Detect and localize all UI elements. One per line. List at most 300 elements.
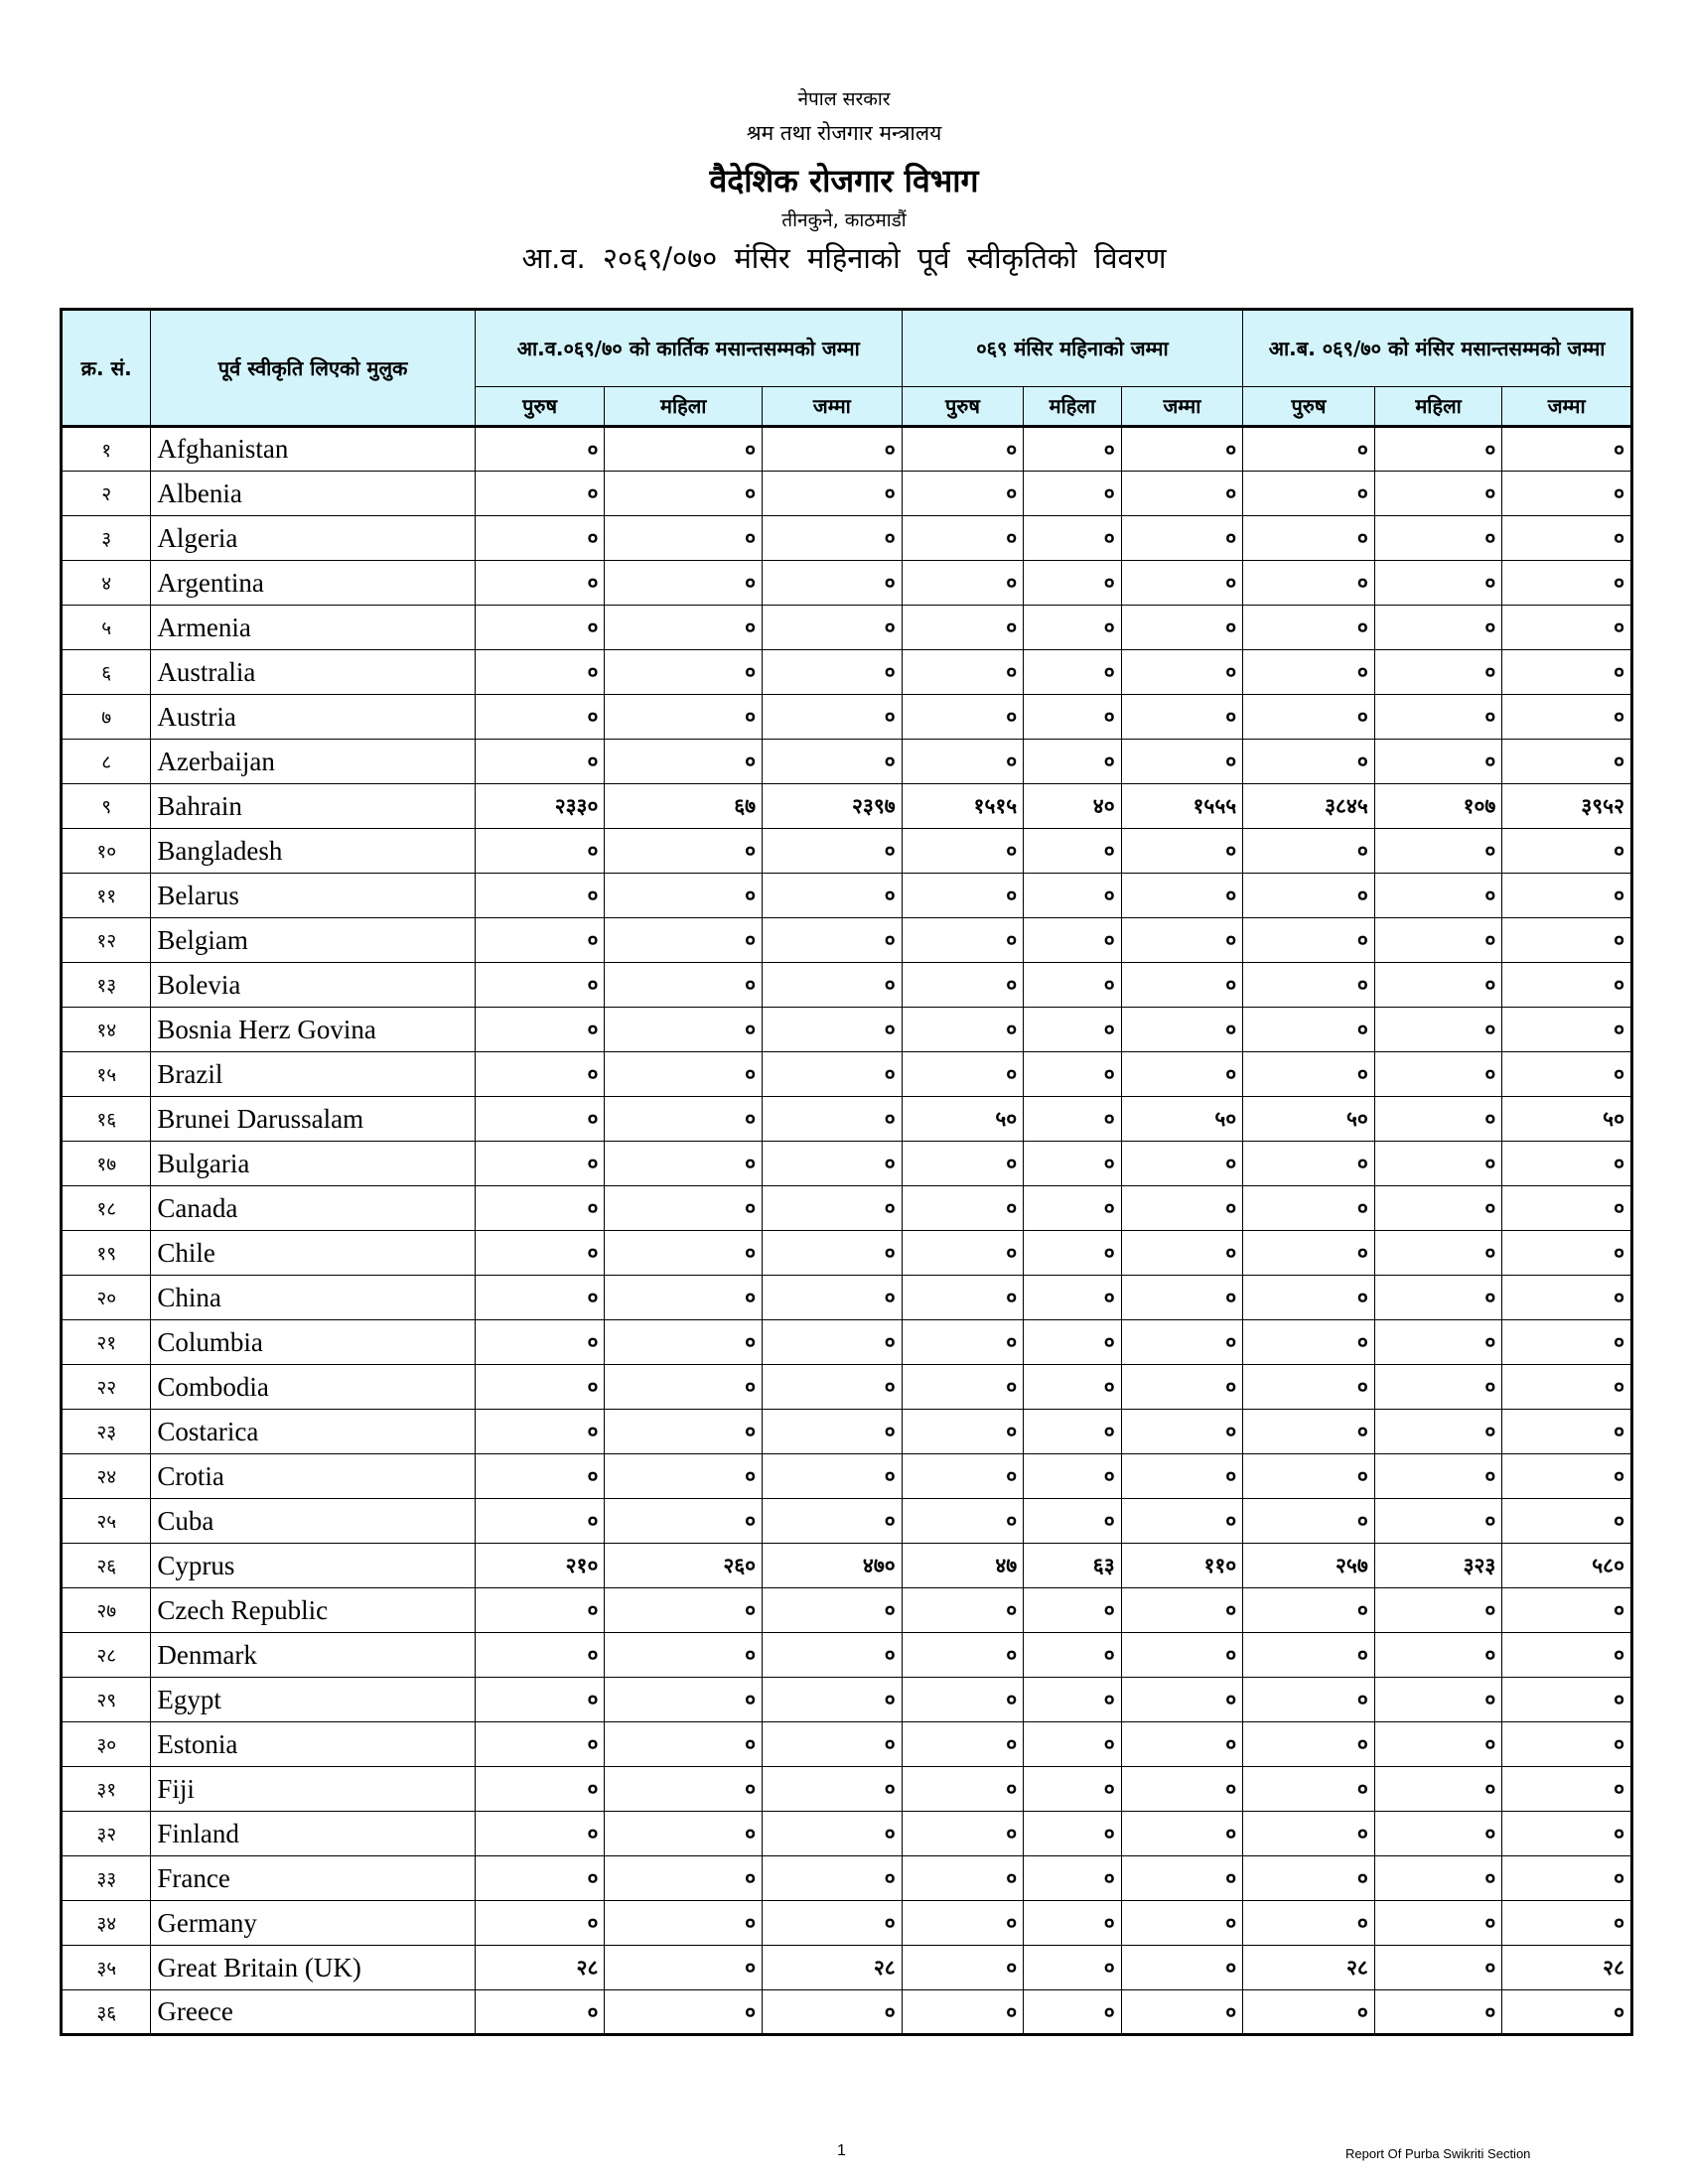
value-cell: ० bbox=[763, 1812, 903, 1856]
value-cell: ० bbox=[1024, 963, 1121, 1008]
value-cell: ० bbox=[763, 606, 903, 650]
serial-cell: ३ bbox=[62, 516, 151, 561]
value-cell: ० bbox=[763, 918, 903, 963]
value-cell: ० bbox=[1024, 650, 1121, 695]
table-row bbox=[62, 1499, 1632, 1544]
value-cell: ० bbox=[1243, 1410, 1375, 1454]
value-cell: ० bbox=[605, 1052, 763, 1097]
value-cell: ० bbox=[475, 1142, 605, 1186]
value-cell: ३८४५ bbox=[1243, 784, 1375, 829]
serial-cell: २ bbox=[62, 472, 151, 516]
value-cell: ० bbox=[1024, 1812, 1121, 1856]
value-cell: ० bbox=[605, 1856, 763, 1901]
value-cell: ० bbox=[1024, 561, 1121, 606]
serial-cell: ३२ bbox=[62, 1812, 151, 1856]
value-cell: ० bbox=[1243, 1856, 1375, 1901]
subheader-male: पुरुष bbox=[475, 387, 605, 427]
value-cell: ० bbox=[1121, 561, 1243, 606]
value-cell: ० bbox=[902, 1008, 1024, 1052]
value-cell: ३९५२ bbox=[1502, 784, 1632, 829]
table-row bbox=[62, 695, 1632, 740]
serial-cell: २५ bbox=[62, 1499, 151, 1544]
value-cell: ० bbox=[1374, 1142, 1502, 1186]
table-row bbox=[62, 1365, 1632, 1410]
value-cell: ५० bbox=[902, 1097, 1024, 1142]
value-cell: ० bbox=[1502, 606, 1632, 650]
country-cell: Crotia bbox=[151, 1454, 475, 1499]
country-cell: Combodia bbox=[151, 1365, 475, 1410]
value-cell: ० bbox=[1121, 1365, 1243, 1410]
value-cell: ० bbox=[475, 1454, 605, 1499]
value-cell: ० bbox=[605, 963, 763, 1008]
table-row bbox=[62, 1856, 1632, 1901]
table-row bbox=[62, 1946, 1632, 1990]
value-cell: ० bbox=[1374, 561, 1502, 606]
country-cell: Finland bbox=[151, 1812, 475, 1856]
value-cell: ० bbox=[902, 650, 1024, 695]
serial-cell: ५ bbox=[62, 606, 151, 650]
value-cell: ० bbox=[902, 740, 1024, 784]
value-cell: ० bbox=[475, 918, 605, 963]
value-cell: ० bbox=[902, 1812, 1024, 1856]
serial-cell: ११ bbox=[62, 874, 151, 918]
country-cell: Fiji bbox=[151, 1767, 475, 1812]
serial-header: क्र. सं. bbox=[62, 310, 151, 427]
value-cell: ० bbox=[1243, 650, 1375, 695]
serial-cell: ३५ bbox=[62, 1946, 151, 1990]
value-cell: ० bbox=[1243, 472, 1375, 516]
value-cell: ० bbox=[1024, 1946, 1121, 1990]
value-cell: ० bbox=[902, 1276, 1024, 1320]
serial-cell: १० bbox=[62, 829, 151, 874]
subheader-total: जम्मा bbox=[1121, 387, 1243, 427]
value-cell: ० bbox=[1121, 1678, 1243, 1722]
table-row bbox=[62, 1722, 1632, 1767]
value-cell: ० bbox=[1024, 1231, 1121, 1276]
serial-cell: ३३ bbox=[62, 1856, 151, 1901]
value-cell: ० bbox=[902, 1052, 1024, 1097]
country-cell: Cyprus bbox=[151, 1544, 475, 1588]
value-cell: ० bbox=[1374, 1990, 1502, 2035]
country-cell: Armenia bbox=[151, 606, 475, 650]
serial-cell: २१ bbox=[62, 1320, 151, 1365]
country-cell: Bosnia Herz Govina bbox=[151, 1008, 475, 1052]
table-row bbox=[62, 1142, 1632, 1186]
group-header-kartik: आ.व.०६९/७० को कार्तिक मसान्तसम्मको जम्मा bbox=[475, 310, 902, 387]
value-cell: ० bbox=[605, 874, 763, 918]
table-row bbox=[62, 874, 1632, 918]
value-cell: ० bbox=[902, 1856, 1024, 1901]
serial-cell: २४ bbox=[62, 1454, 151, 1499]
value-cell: ० bbox=[605, 1812, 763, 1856]
table-row bbox=[62, 516, 1632, 561]
value-cell: ० bbox=[1374, 650, 1502, 695]
value-cell: ० bbox=[763, 1008, 903, 1052]
country-cell: Cuba bbox=[151, 1499, 475, 1544]
value-cell: ० bbox=[605, 918, 763, 963]
value-cell: ० bbox=[902, 561, 1024, 606]
value-cell: ० bbox=[475, 1276, 605, 1320]
value-cell: ० bbox=[1121, 874, 1243, 918]
country-cell: Canada bbox=[151, 1186, 475, 1231]
value-cell: ० bbox=[1502, 472, 1632, 516]
value-cell: ० bbox=[902, 472, 1024, 516]
country-cell: Columbia bbox=[151, 1320, 475, 1365]
value-cell: ० bbox=[763, 1052, 903, 1097]
value-cell: ० bbox=[1374, 963, 1502, 1008]
value-cell: ० bbox=[605, 1410, 763, 1454]
value-cell: ० bbox=[1502, 1812, 1632, 1856]
value-cell: ० bbox=[1502, 1142, 1632, 1186]
value-cell: ० bbox=[1374, 427, 1502, 472]
value-cell: ० bbox=[1024, 1276, 1121, 1320]
serial-cell: ६ bbox=[62, 650, 151, 695]
value-cell: ० bbox=[475, 1856, 605, 1901]
serial-cell: ३४ bbox=[62, 1901, 151, 1946]
value-cell: ० bbox=[1121, 695, 1243, 740]
country-cell: Greece bbox=[151, 1990, 475, 2035]
serial-cell: १६ bbox=[62, 1097, 151, 1142]
value-cell: २८ bbox=[1502, 1946, 1632, 1990]
value-cell: ० bbox=[1502, 829, 1632, 874]
value-cell: ० bbox=[1121, 1499, 1243, 1544]
value-cell: ० bbox=[1024, 874, 1121, 918]
value-cell: ० bbox=[1374, 1410, 1502, 1454]
value-cell: ० bbox=[1502, 1410, 1632, 1454]
value-cell: ० bbox=[1121, 650, 1243, 695]
value-cell: ० bbox=[475, 1499, 605, 1544]
table-row bbox=[62, 1097, 1632, 1142]
value-cell: ० bbox=[1024, 695, 1121, 740]
value-cell: ० bbox=[763, 829, 903, 874]
value-cell: ० bbox=[1374, 1231, 1502, 1276]
value-cell: ० bbox=[1243, 963, 1375, 1008]
value-cell: ० bbox=[1243, 1812, 1375, 1856]
value-cell: ० bbox=[1374, 1901, 1502, 1946]
country-cell: Bolevia bbox=[151, 963, 475, 1008]
value-cell: ० bbox=[475, 1990, 605, 2035]
value-cell: ० bbox=[1024, 1767, 1121, 1812]
value-cell: ० bbox=[605, 1633, 763, 1678]
value-cell: ५८० bbox=[1502, 1544, 1632, 1588]
table-row bbox=[62, 1320, 1632, 1365]
serial-cell: ८ bbox=[62, 740, 151, 784]
value-cell: ० bbox=[763, 1499, 903, 1544]
value-cell: ० bbox=[1502, 1633, 1632, 1678]
serial-cell: २० bbox=[62, 1276, 151, 1320]
value-cell: ० bbox=[902, 695, 1024, 740]
table-row bbox=[62, 1544, 1632, 1588]
value-cell: ० bbox=[1502, 1856, 1632, 1901]
value-cell: ० bbox=[1024, 427, 1121, 472]
value-cell: ० bbox=[605, 1186, 763, 1231]
table-row bbox=[62, 1410, 1632, 1454]
value-cell: ० bbox=[1243, 516, 1375, 561]
value-cell: ० bbox=[1502, 1320, 1632, 1365]
country-cell: Egypt bbox=[151, 1678, 475, 1722]
serial-cell: १७ bbox=[62, 1142, 151, 1186]
value-cell: ० bbox=[763, 1276, 903, 1320]
subheader-male: पुरुष bbox=[902, 387, 1024, 427]
country-cell: Germany bbox=[151, 1901, 475, 1946]
value-cell: ० bbox=[1243, 1901, 1375, 1946]
value-cell: ० bbox=[1374, 1946, 1502, 1990]
country-cell: Costarica bbox=[151, 1410, 475, 1454]
value-cell: ० bbox=[1374, 1320, 1502, 1365]
value-cell: ० bbox=[763, 1722, 903, 1767]
value-cell: ० bbox=[605, 650, 763, 695]
value-cell: ० bbox=[902, 1588, 1024, 1633]
value-cell: ० bbox=[1121, 1410, 1243, 1454]
value-cell: ० bbox=[1243, 1142, 1375, 1186]
value-cell: ० bbox=[1121, 1276, 1243, 1320]
serial-cell: १९ bbox=[62, 1231, 151, 1276]
value-cell: ० bbox=[1024, 1186, 1121, 1231]
header-department: वैदेशिक रोजगार विभाग bbox=[709, 162, 979, 200]
serial-cell: १८ bbox=[62, 1186, 151, 1231]
value-cell: ० bbox=[902, 1365, 1024, 1410]
value-cell: ५० bbox=[1121, 1097, 1243, 1142]
value-cell: ० bbox=[1502, 1276, 1632, 1320]
value-cell: ० bbox=[605, 1320, 763, 1365]
value-cell: ० bbox=[1243, 427, 1375, 472]
value-cell: ० bbox=[475, 427, 605, 472]
value-cell: ० bbox=[475, 1410, 605, 1454]
country-cell: Argentina bbox=[151, 561, 475, 606]
value-cell: ० bbox=[1024, 1410, 1121, 1454]
header-address: तीनकुने, काठमाडौं bbox=[781, 209, 907, 231]
value-cell: ० bbox=[1121, 918, 1243, 963]
value-cell: ० bbox=[1502, 874, 1632, 918]
serial-cell: २३ bbox=[62, 1410, 151, 1454]
value-cell: ० bbox=[1502, 1365, 1632, 1410]
value-cell: ० bbox=[475, 1722, 605, 1767]
value-cell: ० bbox=[902, 1767, 1024, 1812]
table-body bbox=[62, 427, 1632, 2035]
value-cell: ० bbox=[902, 606, 1024, 650]
value-cell: ० bbox=[605, 1901, 763, 1946]
value-cell: ० bbox=[475, 1901, 605, 1946]
value-cell: ० bbox=[763, 1901, 903, 1946]
value-cell: ० bbox=[1024, 1008, 1121, 1052]
value-cell: ० bbox=[763, 1231, 903, 1276]
value-cell: ० bbox=[1121, 1008, 1243, 1052]
subheader-male: पुरुष bbox=[1243, 387, 1375, 427]
country-cell: Denmark bbox=[151, 1633, 475, 1678]
value-cell: ० bbox=[1374, 1812, 1502, 1856]
value-cell: ० bbox=[1243, 695, 1375, 740]
value-cell: ० bbox=[902, 1186, 1024, 1231]
value-cell: ० bbox=[902, 1722, 1024, 1767]
value-cell: ० bbox=[1374, 1365, 1502, 1410]
value-cell: ० bbox=[475, 1365, 605, 1410]
table-row bbox=[62, 1678, 1632, 1722]
value-cell: ० bbox=[763, 1633, 903, 1678]
value-cell: ० bbox=[605, 1678, 763, 1722]
group-header-cumulative: आ.ब. ०६९/७० को मंसिर मसान्तसम्मको जम्मा bbox=[1243, 310, 1632, 387]
value-cell: ० bbox=[1502, 1678, 1632, 1722]
value-cell: ० bbox=[1024, 1499, 1121, 1544]
serial-cell: १४ bbox=[62, 1008, 151, 1052]
value-cell: १०७ bbox=[1374, 784, 1502, 829]
value-cell: ० bbox=[1024, 1678, 1121, 1722]
value-cell: ० bbox=[605, 606, 763, 650]
country-cell: Belgiam bbox=[151, 918, 475, 963]
value-cell: ० bbox=[1502, 1901, 1632, 1946]
country-cell: Bahrain bbox=[151, 784, 475, 829]
value-cell: ० bbox=[1243, 1499, 1375, 1544]
value-cell: ० bbox=[605, 561, 763, 606]
value-cell: ० bbox=[1243, 1633, 1375, 1678]
value-cell: ० bbox=[1502, 1990, 1632, 2035]
value-cell: ० bbox=[1502, 963, 1632, 1008]
value-cell: ० bbox=[1243, 1052, 1375, 1097]
table-row bbox=[62, 740, 1632, 784]
serial-cell: २७ bbox=[62, 1588, 151, 1633]
serial-cell: ७ bbox=[62, 695, 151, 740]
value-cell: ० bbox=[763, 1186, 903, 1231]
value-cell: ० bbox=[763, 650, 903, 695]
value-cell: ० bbox=[1502, 740, 1632, 784]
value-cell: ० bbox=[475, 1633, 605, 1678]
value-cell: ० bbox=[1121, 963, 1243, 1008]
serial-cell: २८ bbox=[62, 1633, 151, 1678]
table-row bbox=[62, 918, 1632, 963]
value-cell: ० bbox=[1243, 1990, 1375, 2035]
value-cell: ० bbox=[475, 561, 605, 606]
country-cell: France bbox=[151, 1856, 475, 1901]
country-cell: Afghanistan bbox=[151, 427, 475, 472]
subheader-total: जम्मा bbox=[1502, 387, 1632, 427]
value-cell: ० bbox=[1243, 740, 1375, 784]
value-cell: ० bbox=[763, 1990, 903, 2035]
value-cell: ० bbox=[605, 1990, 763, 2035]
value-cell: ० bbox=[1024, 516, 1121, 561]
value-cell: ० bbox=[1374, 606, 1502, 650]
group-header-mangsir: ०६९ मंसिर महिनाको जम्मा bbox=[902, 310, 1243, 387]
value-cell: ० bbox=[902, 1633, 1024, 1678]
value-cell: ० bbox=[1374, 1097, 1502, 1142]
country-cell: Brazil bbox=[151, 1052, 475, 1097]
value-cell: ० bbox=[763, 1767, 903, 1812]
value-cell: ० bbox=[902, 1231, 1024, 1276]
value-cell: ० bbox=[1121, 516, 1243, 561]
value-cell: २८ bbox=[475, 1946, 605, 1990]
value-cell: ० bbox=[1374, 1633, 1502, 1678]
serial-cell: ३६ bbox=[62, 1990, 151, 2035]
country-cell: China bbox=[151, 1276, 475, 1320]
table-row bbox=[62, 650, 1632, 695]
value-cell: ० bbox=[1121, 1186, 1243, 1231]
value-cell: ० bbox=[1243, 829, 1375, 874]
value-cell: ० bbox=[605, 695, 763, 740]
value-cell: ० bbox=[475, 1678, 605, 1722]
value-cell: ११० bbox=[1121, 1544, 1243, 1588]
value-cell: ० bbox=[1374, 1454, 1502, 1499]
value-cell: ० bbox=[1374, 1856, 1502, 1901]
value-cell: ० bbox=[1121, 1142, 1243, 1186]
value-cell: ० bbox=[1024, 1097, 1121, 1142]
value-cell: ० bbox=[1024, 829, 1121, 874]
value-cell: ० bbox=[1502, 918, 1632, 963]
value-cell: ० bbox=[1243, 1231, 1375, 1276]
value-cell: ० bbox=[902, 1946, 1024, 1990]
value-cell: २३९७ bbox=[763, 784, 903, 829]
value-cell: ० bbox=[1243, 918, 1375, 963]
value-cell: ० bbox=[1121, 1946, 1243, 1990]
value-cell: ० bbox=[1024, 1142, 1121, 1186]
serial-cell: १२ bbox=[62, 918, 151, 963]
value-cell: ० bbox=[902, 1320, 1024, 1365]
value-cell: ० bbox=[1374, 1052, 1502, 1097]
value-cell: ० bbox=[1502, 1588, 1632, 1633]
value-cell: ० bbox=[1024, 472, 1121, 516]
value-cell: ० bbox=[763, 1410, 903, 1454]
value-cell: ० bbox=[605, 427, 763, 472]
value-cell: ० bbox=[1121, 1454, 1243, 1499]
table-row bbox=[62, 427, 1632, 472]
subheader-female: महिला bbox=[605, 387, 763, 427]
value-cell: ० bbox=[1024, 1320, 1121, 1365]
serial-cell: १३ bbox=[62, 963, 151, 1008]
value-cell: ० bbox=[1243, 1678, 1375, 1722]
header-ministry: श्रम तथा रोजगार मन्त्रालय bbox=[746, 121, 942, 145]
value-cell: ० bbox=[1374, 695, 1502, 740]
value-cell: ० bbox=[763, 561, 903, 606]
value-cell: ० bbox=[1374, 516, 1502, 561]
value-cell: ० bbox=[605, 1767, 763, 1812]
value-cell: ० bbox=[1502, 650, 1632, 695]
table-row bbox=[62, 1276, 1632, 1320]
value-cell: ० bbox=[605, 472, 763, 516]
value-cell: ० bbox=[1121, 1990, 1243, 2035]
table-row bbox=[62, 1008, 1632, 1052]
subheader-female: महिला bbox=[1024, 387, 1121, 427]
value-cell: ० bbox=[1121, 1767, 1243, 1812]
country-cell: Azerbaijan bbox=[151, 740, 475, 784]
table-row bbox=[62, 1186, 1632, 1231]
table-row bbox=[62, 963, 1632, 1008]
country-cell: Algeria bbox=[151, 516, 475, 561]
value-cell: ० bbox=[1502, 427, 1632, 472]
value-cell: ० bbox=[1024, 1901, 1121, 1946]
table-row bbox=[62, 1454, 1632, 1499]
value-cell: ० bbox=[902, 1142, 1024, 1186]
value-cell: ० bbox=[1374, 1186, 1502, 1231]
value-cell: ० bbox=[605, 1276, 763, 1320]
value-cell: ० bbox=[902, 427, 1024, 472]
value-cell: ० bbox=[1502, 516, 1632, 561]
value-cell: ० bbox=[1502, 1186, 1632, 1231]
value-cell: ० bbox=[1374, 1008, 1502, 1052]
value-cell: २६० bbox=[605, 1544, 763, 1588]
value-cell: ० bbox=[475, 1186, 605, 1231]
value-cell: ० bbox=[475, 472, 605, 516]
table-row bbox=[62, 472, 1632, 516]
value-cell: ० bbox=[1121, 427, 1243, 472]
serial-cell: ३० bbox=[62, 1722, 151, 1767]
value-cell: ० bbox=[605, 1454, 763, 1499]
value-cell: ० bbox=[763, 740, 903, 784]
table-row bbox=[62, 1633, 1632, 1678]
value-cell: ० bbox=[902, 918, 1024, 963]
subheader-female: महिला bbox=[1374, 387, 1502, 427]
value-cell: ० bbox=[902, 1990, 1024, 2035]
country-cell: Bangladesh bbox=[151, 829, 475, 874]
value-cell: ० bbox=[1374, 1499, 1502, 1544]
serial-cell: ३१ bbox=[62, 1767, 151, 1812]
country-cell: Chile bbox=[151, 1231, 475, 1276]
